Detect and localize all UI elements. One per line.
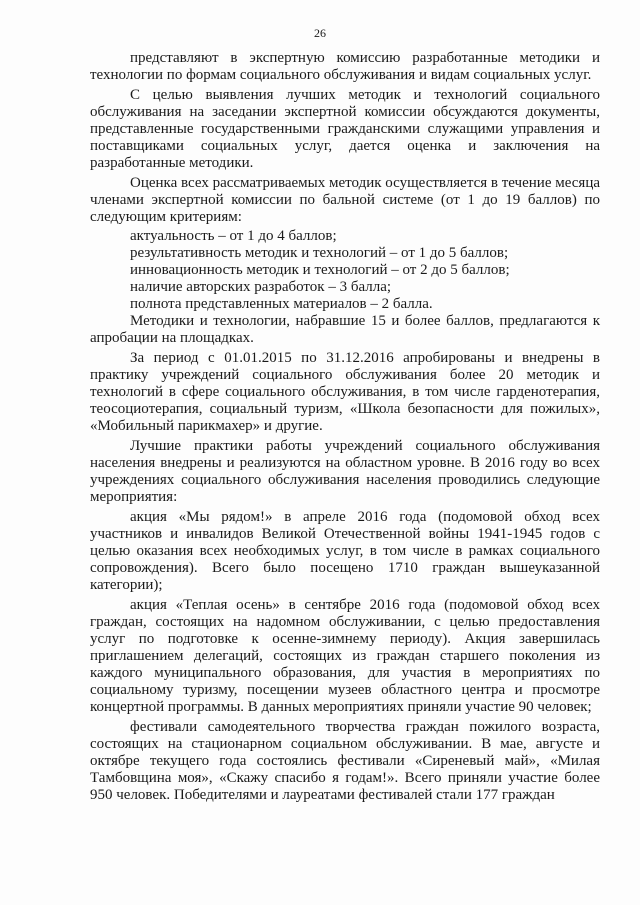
paragraph-evaluation: Оценка всех рассматриваемых методик осуществляется в течение месяца членами экспертной комиссии по бальной системе (от 1 до 19 баллов) по следующим критериям: — [90, 175, 600, 225]
paragraph-festivals: фестивали самодеятельного творчества граждан пожилого возраста, состоящих на стационарном социальном обслуживании. В мае, августе и октябре текущего года состоялись фестивали «Сиреневый май», «Милая Тамбовщина моя», «Скажу спасибо я годам!». Всего приняли участие более 950 человек. Победителями и лауреатами фестивалей стали 177 граждан — [90, 719, 600, 803]
criteria-item: инновационность методик и технологий – от 2 до 5 баллов; — [130, 262, 510, 278]
paragraph-action-teplaya-osen: акция «Теплая осень» в сентябре 2016 года (подомовой обход всех граждан, состоящих на надомном обслуживании, с целью предоставления услуг по подготовке к осенне-зимнему периоду). Акция завершилась приглашением делегаций, состоящих из граждан старшего поколения из каждого муниципального образования, для участия в мероприятиях по социальному туризму, посещении музеев областного центра и просмотре концертной программы. В данных мероприятиях приняли участие 90 человек; — [90, 597, 600, 715]
criteria-item: полнота представленных материалов – 2 балла. — [130, 296, 433, 312]
criteria-item: результативность методик и технологий – от 1 до 5 баллов; — [130, 245, 509, 261]
paragraph-best-practices: Лучшие практики работы учреждений социального обслуживания населения внедрены и реализуются на областном уровне. В 2016 году во всех учреждениях социального обслуживания населения проводились следующие мероприятия: — [90, 438, 600, 505]
paragraph-period: За период с 01.01.2015 по 31.12.2016 апробированы и внедрены в практику учреждений социального обслуживания более 20 методик и технологий в сфере социального обслуживания, в том числе гарденотерапия, теосоциотерапия, социальный туризм, «Школа безопасности для пожилых», «Мобильный парикмахер» и другие. — [90, 350, 600, 434]
paragraph-best-methods: С целью выявления лучших методик и технологий социального обслуживания на заседании экспертной комиссии обсуждаются документы, представленные государственными гражданскими служащими управления и поставщиками социальных услуг, дается оценка и заключения на разработанные методики. — [90, 87, 600, 171]
criteria-item: актуальность – от 1 до 4 баллов; — [130, 228, 337, 244]
paragraph-action-my-ryadom: акция «Мы рядом!» в апреле 2016 года (подомовой обход всех участников и инвалидов Великой Отечественной войны 1941-1945 годов с целью оказания всех необходимых услуг, в том числе в рамках социального сопровождения). Всего было посещено 1710 граждан вышеуказанной категории); — [90, 509, 600, 593]
paragraph-expert-commission: представляют в экспертную комиссию разработанные методики и технологии по формам социального обслуживания и видам социальных услуг. — [90, 50, 600, 83]
paragraph-approbation: Методики и технологии, набравшие 15 и более баллов, предлагаются к апробации на площадках. — [90, 313, 600, 346]
document-body — [90, 50, 600, 807]
criteria-item: наличие авторских разработок – 3 балла; — [130, 279, 392, 295]
page-number: 26 — [314, 26, 326, 40]
